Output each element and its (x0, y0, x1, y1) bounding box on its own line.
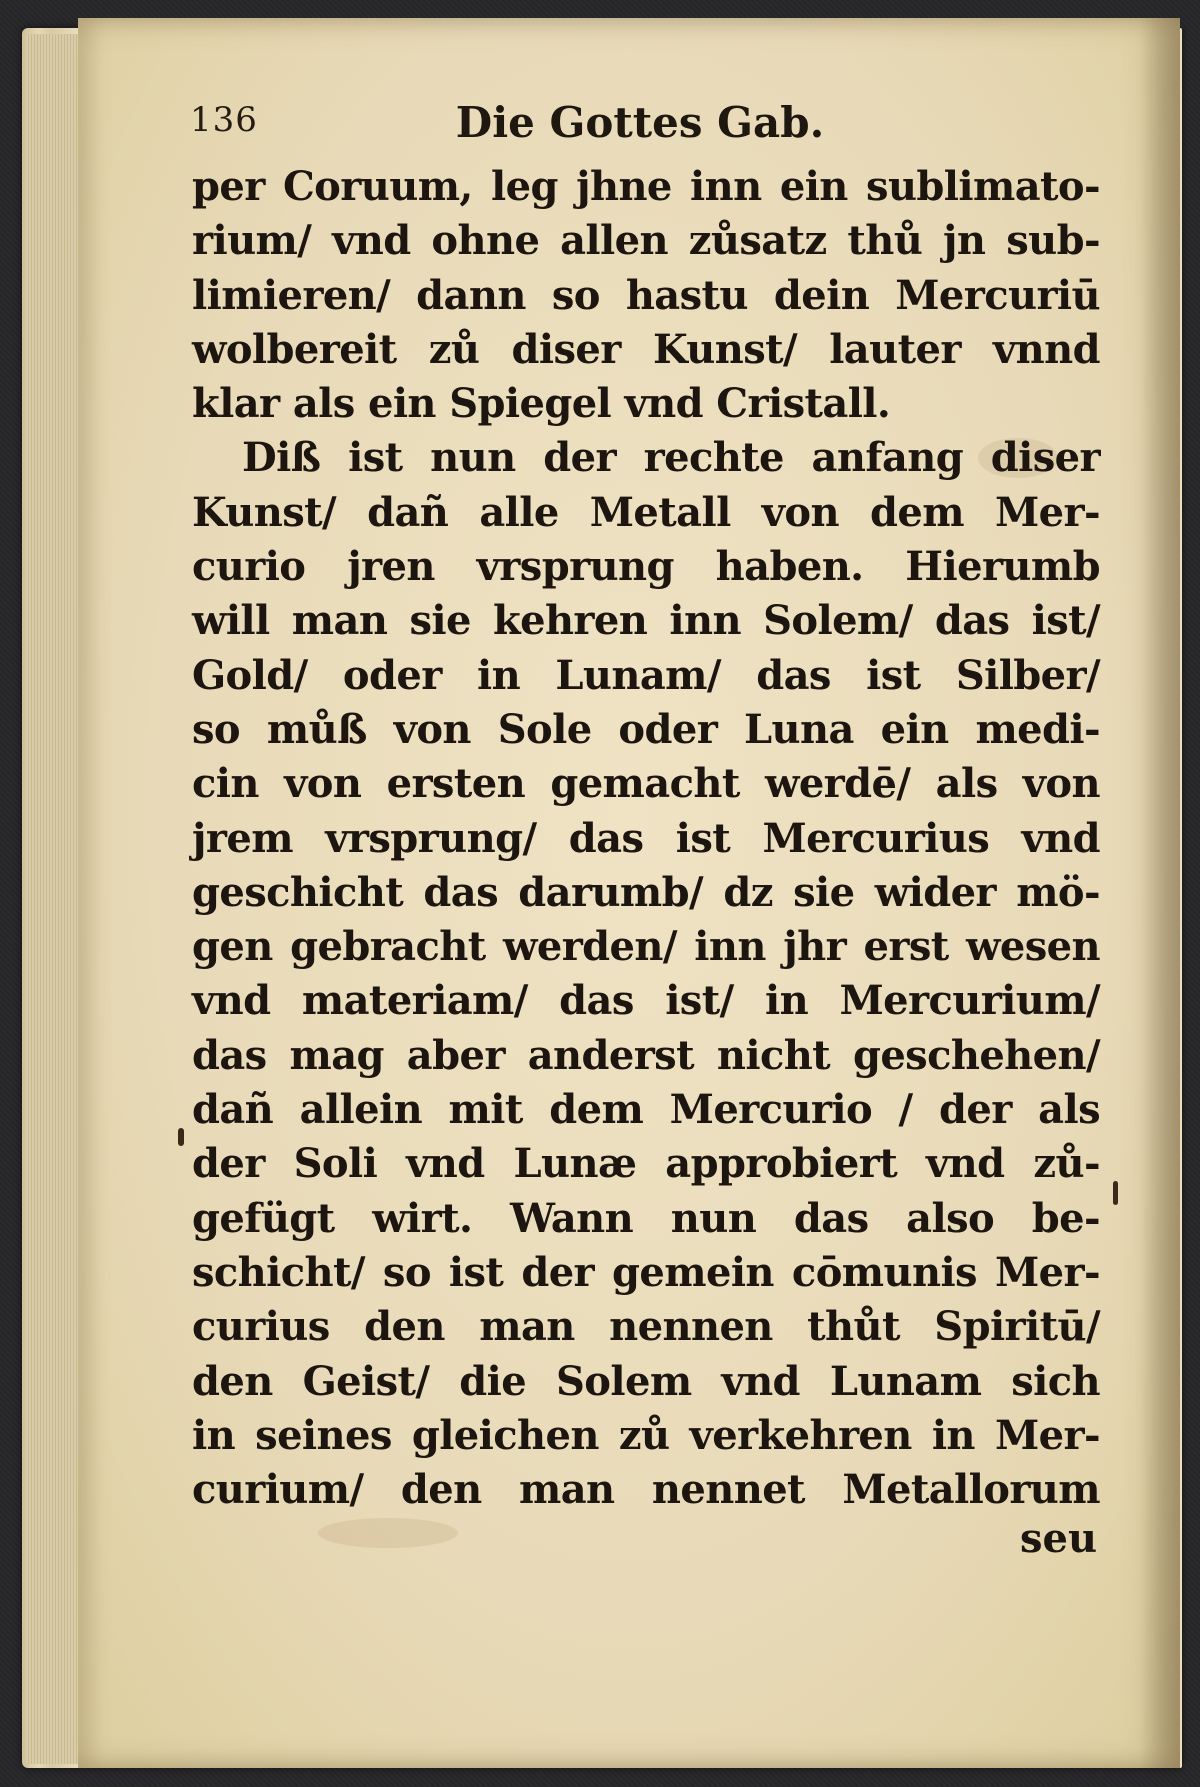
body-text (192, 160, 1100, 1517)
text-line: den Geist/ die Solem vnd Lunam sich (192, 1357, 1100, 1405)
page-edges (26, 34, 84, 1764)
foxing-stain (318, 1518, 458, 1548)
text-line: vnd materiam/ das ist/ in Mercurium/ (192, 977, 1100, 1025)
ink-mark (178, 1128, 184, 1146)
ink-mark (1113, 1181, 1118, 1205)
text-line: curio jren vrsprung haben. Hierumb (192, 543, 1100, 591)
text-line: limieren/ dann so hastu dein Mercuriū (192, 271, 1100, 319)
running-title: Die Gottes Gab. (455, 98, 825, 147)
text-line: curium/ den man nennet Metallorum (192, 1466, 1100, 1514)
text-line: will man sie kehren inn Solem/ das ist/ (192, 597, 1100, 645)
text-line: gefügt wirt. Wann nun das also be- (192, 1194, 1100, 1242)
text-line: in seines gleichen zů verkehren in Mer- (192, 1411, 1100, 1459)
page-number: 136 (190, 100, 258, 140)
text-line: dañ allein mit dem Mercurio / der als (192, 1086, 1100, 1134)
text-line: so můß von Sole oder Luna ein medi- (192, 705, 1100, 753)
text-line: wolbereit zů diser Kunst/ lauter vnnd (192, 325, 1100, 373)
text-line: gen gebracht werden/ inn jhr erst wesen (192, 923, 1100, 971)
text-line: Diß ist nun der rechte anfang diser (242, 434, 1100, 482)
text-line: der Soli vnd Lunæ approbiert vnd zů- (192, 1140, 1100, 1188)
text-line: klar als ein Spiegel vnd Cristall. (192, 380, 891, 428)
text-line: das mag aber anderst nicht geschehen/ (192, 1031, 1100, 1079)
text-line: curius den man nennen thůt Spiritū/ (192, 1303, 1100, 1351)
text-line: jrem vrsprung/ das ist Mercurius vnd (192, 814, 1100, 862)
text-line: per Coruum, leg jhne inn ein sublimato- (192, 163, 1100, 210)
text-line: Gold/ oder in Lunam/ das ist Silber/ (192, 651, 1100, 699)
page-gutter-shadow (1140, 18, 1180, 1768)
text-line: cin von ersten gemacht werdē/ als von (192, 760, 1100, 808)
catchword: seu (1020, 1515, 1098, 1562)
text-line: schicht/ so ist der gemein cōmunis Mer- (192, 1248, 1100, 1296)
text-line: rium/ vnd ohne allen zůsatz thů jn sub- (192, 217, 1100, 265)
text-line: Kunst/ dañ alle Metall von dem Mer- (192, 488, 1100, 536)
text-line: geschicht das darumb/ dz sie wider mö- (192, 868, 1100, 916)
running-head (190, 100, 1090, 160)
